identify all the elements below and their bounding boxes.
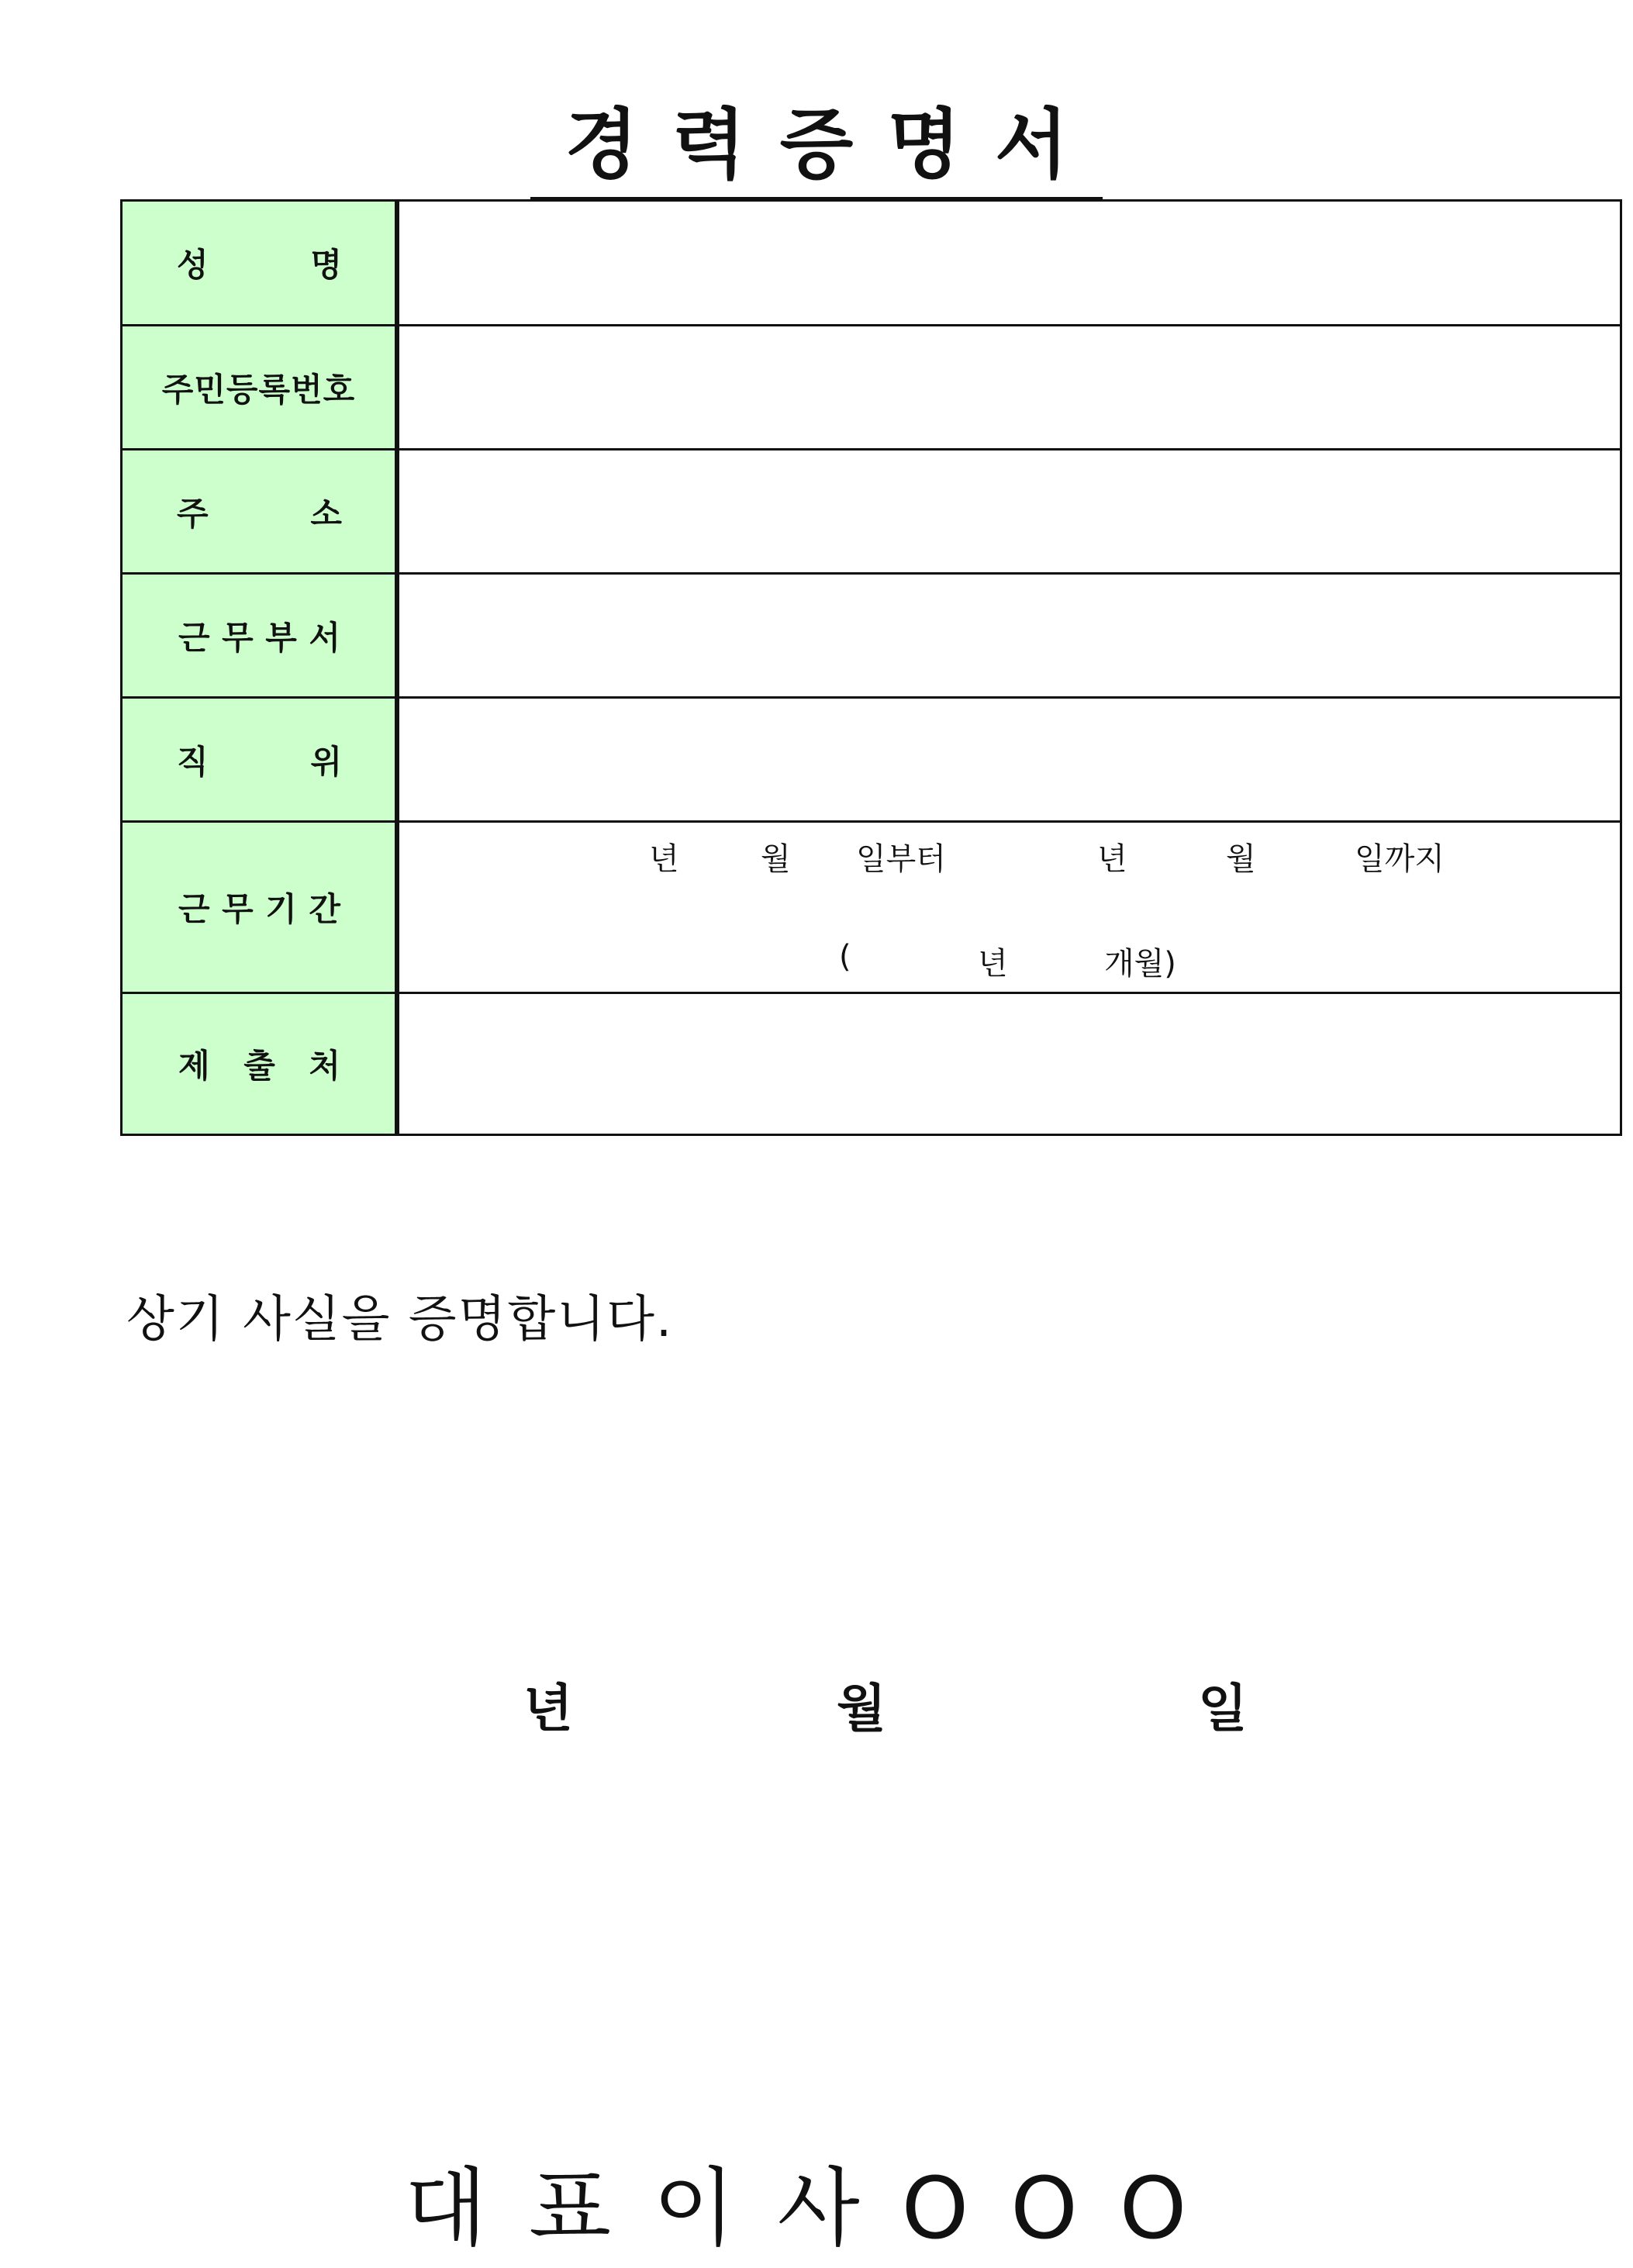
- period-day-to: 일까지: [1355, 841, 1445, 877]
- date-month: 월: [837, 1679, 886, 1738]
- field-label-department-part: 서: [309, 618, 340, 657]
- field-label-address-part: 주: [177, 494, 209, 533]
- field-label-recipient: [122, 993, 398, 1135]
- signer-name: 대표이사OOO: [404, 2159, 1229, 2258]
- field-label-position: [122, 698, 398, 822]
- duration-month: 개월): [1104, 946, 1176, 982]
- form-row-name: [122, 201, 1621, 326]
- field-label-recipient-part: 출: [243, 1047, 275, 1085]
- position-value-field[interactable]: [397, 698, 1621, 822]
- field-label-work-period-part: 무: [222, 890, 254, 928]
- document-title-text: 경력증명서: [530, 104, 1102, 201]
- period-year-from: 년: [649, 841, 679, 877]
- field-label-address: [122, 450, 398, 574]
- period-month-from: 월: [761, 841, 791, 877]
- address-value-field[interactable]: [397, 450, 1621, 574]
- field-label-name-part: 명: [310, 246, 342, 284]
- work-period-value-field[interactable]: [397, 822, 1621, 993]
- certification-statement: 상기 사실을 증명합니다.: [126, 1291, 674, 1348]
- form-row-work-period: [122, 822, 1621, 993]
- department-value-field[interactable]: [397, 574, 1621, 698]
- form-row-department: [122, 574, 1621, 698]
- certificate-form-table: [120, 199, 1622, 1136]
- document-title: [0, 101, 1633, 201]
- field-label-resident-number-text: 주민등록번호: [161, 370, 356, 409]
- field-label-resident-number: [122, 326, 398, 450]
- field-label-work-period-part: 근: [178, 890, 210, 928]
- field-label-department-part: 무: [222, 618, 254, 657]
- date-year: 년: [523, 1679, 573, 1738]
- recipient-value-field[interactable]: [397, 993, 1621, 1135]
- period-year-to: 년: [1097, 841, 1127, 877]
- field-label-department-part: 부: [265, 618, 297, 657]
- field-label-department-part: 근: [178, 618, 210, 657]
- resident-number-value-field[interactable]: [397, 326, 1621, 450]
- field-label-name-part: 성: [177, 246, 209, 284]
- period-day-from: 일부터: [856, 841, 946, 877]
- period-month-to: 월: [1226, 841, 1256, 877]
- form-row-resident-number: [122, 326, 1621, 450]
- field-label-address-part: 소: [310, 494, 342, 533]
- field-label-recipient-part: 처: [309, 1047, 340, 1085]
- field-label-position-part: 직: [177, 742, 209, 781]
- duration-year: 년: [978, 946, 1008, 982]
- form-row-address: [122, 450, 1621, 574]
- field-label-recipient-part: 제: [178, 1047, 210, 1085]
- field-label-work-period-part: 간: [309, 890, 340, 928]
- field-label-work-period: [122, 822, 398, 993]
- name-value-field[interactable]: [397, 201, 1621, 326]
- duration-open-paren: (: [839, 939, 851, 975]
- field-label-work-period-part: 기: [265, 890, 297, 928]
- form-row-recipient: [122, 993, 1621, 1135]
- date-day: 일: [1198, 1679, 1248, 1738]
- form-row-position: [122, 698, 1621, 822]
- field-label-department: [122, 574, 398, 698]
- field-label-position-part: 위: [310, 742, 342, 781]
- field-label-name: [122, 201, 398, 326]
